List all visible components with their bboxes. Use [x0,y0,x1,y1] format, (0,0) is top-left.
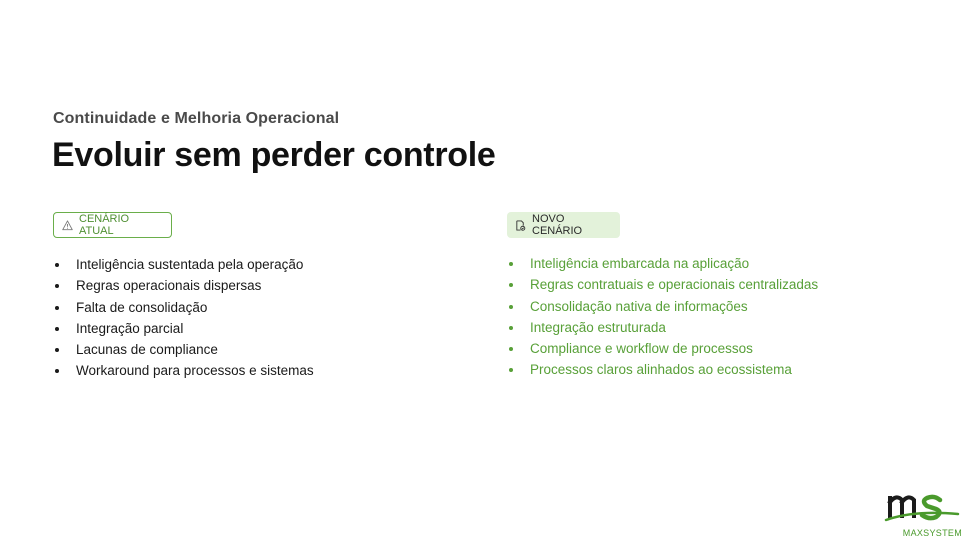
current-scenario-list [53,254,314,382]
list-item: Processos claros alinhados ao ecossistema [507,359,818,380]
list-item: Inteligência embarcada na aplicação [507,253,818,274]
logo-text: MAXSYSTEM [902,528,962,538]
warning-icon [62,220,73,231]
slide-subtitle: Continuidade e Melhoria Operacional [53,110,340,127]
list-item: Compliance e workflow de processos [507,338,818,359]
maxsystem-logo [884,490,964,538]
new-scenario-label: NOVO CENÁRIO [532,213,583,237]
logo-mark [884,490,964,526]
list-item: Inteligência sustentada pela operação [53,254,314,275]
current-scenario-badge [53,212,172,238]
slide-title: Evoluir sem perder controle [52,136,496,174]
new-scenario-list [507,253,818,381]
document-icon [515,220,526,231]
list-item: Workaround para processos e sistemas [53,360,314,381]
list-item: Regras operacionais dispersas [53,275,314,296]
list-item: Consolidação nativa de informações [507,296,818,317]
list-item: Falta de consolidação [53,297,314,318]
list-item: Integração parcial [53,318,314,339]
new-scenario-badge [507,212,620,238]
list-item: Regras contratuais e operacionais centralizadas [507,274,818,295]
list-item: Integração estruturada [507,317,818,338]
list-item: Lacunas de compliance [53,339,314,360]
current-scenario-label: CENÁRIO ATUAL [79,213,130,237]
